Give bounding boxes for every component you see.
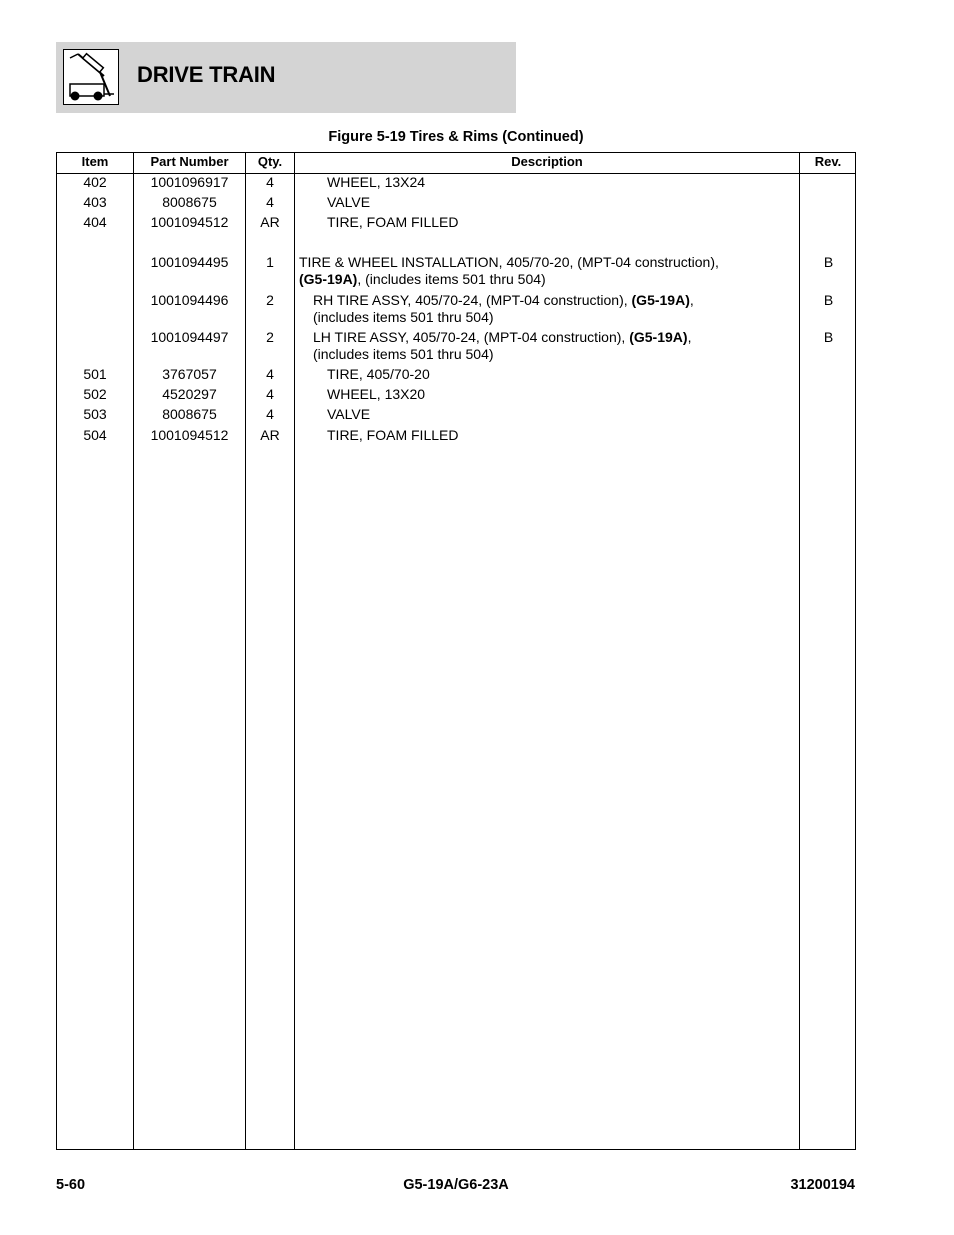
model-number: G5-19A/G6-23A [403,1177,509,1193]
qty-cell: 2 [266,292,274,308]
column-header-qty: Qty. [257,154,283,169]
description-cell: WHEEL, 13X20 [327,386,426,402]
description-line: (includes items 501 thru 504) [313,309,494,325]
description-line: RH TIRE ASSY, 405/70-24, (MPT-04 construction), [313,292,632,308]
part-number-cell: 1001094512 [150,214,229,230]
qty-cell: 4 [266,174,274,190]
description-cell [313,329,793,363]
qty-cell: 4 [266,386,274,402]
item-cell: 403 [83,194,107,210]
section-title: DRIVE TRAIN [137,62,276,87]
description-cell: TIRE, FOAM FILLED [327,214,459,230]
column-header-description: Description [511,154,583,169]
part-number-cell: 1001094512 [150,427,229,443]
qty-cell: 2 [266,329,274,345]
part-number-cell: 3767057 [162,366,217,382]
qty-cell: 4 [266,194,274,210]
description-cell: VALVE [327,406,371,422]
item-cell: 503 [83,406,107,422]
rev-cell: B [823,329,834,345]
qty-cell: AR [260,427,280,443]
parts-table [56,152,856,1150]
item-cell: 501 [83,366,107,382]
column-header-item: Item [81,154,109,169]
part-number-cell: 8008675 [162,406,217,422]
header-band [56,42,516,113]
description-cell [299,254,779,288]
qty-cell: 4 [266,406,274,422]
column-header-rev: Rev. [814,154,842,169]
rev-cell: B [823,254,834,270]
column-header-part-number: Part Number [150,154,229,169]
description-line: LH TIRE ASSY, 405/70-24, (MPT-04 construction), [313,329,630,345]
part-number-cell: 1001094497 [150,329,229,345]
part-number-cell: 4520297 [162,386,217,402]
description-line: TIRE & WHEEL INSTALLATION, 405/70-20, (MPT-04 construction), [299,254,719,270]
model-code: (G5-19A) [299,271,358,287]
description-cell: WHEEL, 13X24 [327,174,426,190]
rev-cell: B [823,292,834,308]
item-cell: 502 [83,386,107,402]
column-divider [294,153,295,1149]
part-number-cell: 1001094496 [150,292,229,308]
page-number: 5-60 [56,1177,86,1193]
model-code: (G5-19A) [629,329,688,345]
description-cell: VALVE [327,194,371,210]
description-cell [313,292,793,326]
part-number-cell: 8008675 [162,194,217,210]
qty-cell: 1 [266,254,274,270]
description-cell: TIRE, FOAM FILLED [327,427,459,443]
model-code: (G5-19A) [631,292,690,308]
description-tail: , [689,292,694,308]
description-line: , (includes items 501 thru 504) [357,271,546,287]
item-cell: 504 [83,427,107,443]
part-number-cell: 1001096917 [150,174,229,190]
description-line: (includes items 501 thru 504) [313,346,494,362]
forklift-icon [63,49,119,105]
item-cell: 404 [83,214,107,230]
qty-cell: AR [260,214,280,230]
figure-title: Figure 5-19 Tires & Rims (Continued) [328,129,584,145]
item-cell: 402 [83,174,107,190]
column-divider [799,153,800,1149]
description-cell: TIRE, 405/70-20 [327,366,430,382]
qty-cell: 4 [266,366,274,382]
description-tail: , [687,329,692,345]
part-number-cell: 1001094495 [150,254,229,270]
document-number: 31200194 [790,1177,855,1193]
